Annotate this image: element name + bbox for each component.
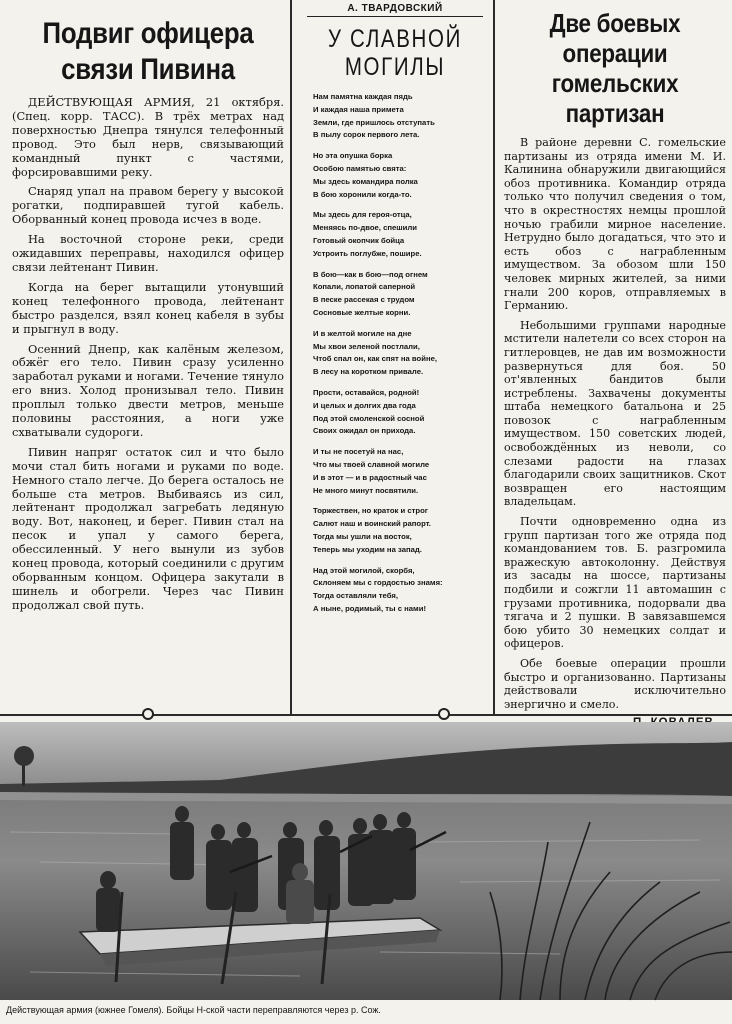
poem-line: И ты не посетуй на нас, xyxy=(313,447,404,457)
poem-stanza xyxy=(313,209,487,260)
poem-stanza xyxy=(313,91,487,142)
poem-line: Но эта опушка борка xyxy=(313,151,393,161)
left-article-paragraph: ДЕЙСТВУЮЩАЯ АРМИЯ, 21 октября. (Спец. корр. ТАСС). В трёх метрах над поверхностью Днепра тянулся телефонный провод. Это был нерв, связывающий командный пункт с частями, форсировавшими реку. xyxy=(12,95,284,179)
poem-line: Копали, лопатой саперной xyxy=(313,282,416,292)
poem-stanza xyxy=(313,387,487,438)
poem-line: Готовый окопчик бойца xyxy=(313,235,405,245)
left-article-paragraph: На восточной стороне реки, среди ожидавших переправы, находился офицер связи лейтенант Пивин. xyxy=(12,232,284,274)
poem-line: Своих ожидал он прихода. xyxy=(313,426,416,436)
poem xyxy=(293,0,493,718)
poem-line: Прости, оставайся, родной! xyxy=(313,387,420,397)
right-article-paragraph: Почти одновременно одна из групп партизан того же отряда под командованием тов. Б. разгромила вражескую автоколонну. Действуя из засады на шоссе, партизаны подбили и сожгли 11 автомашин с грузами противника, подорвали два тягача и 2 пушки. В завязавшемся бою убито 30 немецких солдат и офицеров. xyxy=(504,515,726,651)
poem-line: И целых и долгих два года xyxy=(313,400,416,410)
poem-stanza xyxy=(313,269,487,320)
poem-stanzas xyxy=(303,91,487,616)
poem-line: Нам памятна каждая пядь xyxy=(313,92,413,101)
poem-line: Особою памятью свята: xyxy=(313,163,407,173)
poem-line: Чтоб спал он, как спят на войне, xyxy=(313,354,438,364)
left-article-paragraph: Снаряд упал на правом берегу у высокой рогатки, подпиравшей тугой кабель. Оборванный конец провода исчез в воде. xyxy=(12,184,284,227)
column-divider xyxy=(493,0,495,714)
left-article-body xyxy=(12,96,284,613)
poem-line: Мы хвои зеленой постлали, xyxy=(313,341,420,351)
poem-title: У СЛАВНОЙ МОГИЛЫ xyxy=(328,25,462,81)
section-divider xyxy=(0,714,732,716)
right-article-paragraph: В районе деревни С. гомельские партизаны из отряда имени М. И. Калинина обнаружили двигающийся обоз противника. Командир отряда только что получил сведения о том, что в окрестностях немцы прошлой ночью грабили мирное население. Нетрудно было догадаться, что это и есть обоз с награбленным имуществом. За обозом шли 150 человек мирных жителей, за ними гнали 200 коров, отправляемых в Германию. xyxy=(504,136,726,313)
left-article-paragraph: Пивин напряг остаток сил и что было мочи стал бить ногами и руками по воде. Немного стало легче. До берега осталось не больше ста метров. Выбиваясь из сил, лейтенант продолжал загребать ледяную воду. Вот, наконец, и берег. Пивин стал на песок и упал у самого берега, обессиленный. У него вынули из зубов конец провода, который соединили с другим оборванным концом. Офицера закутали в шинель и обогрели. Через час Пивин продолжал свой путь. xyxy=(12,444,284,612)
poem-line: Мы здесь командира полка xyxy=(313,176,418,186)
poem-line: Над этой могилой, скорбя, xyxy=(313,565,415,575)
poem-line: Мы здесь для героя-отца, xyxy=(313,210,412,220)
divider-ornament xyxy=(438,708,450,720)
poem-stanza xyxy=(313,328,487,379)
poem-line: Не много минут посвятили. xyxy=(313,485,419,495)
left-article-paragraph: Осенний Днепр, как калёным железом, обжёг его тело. Пивин сразу усиленно заработал руками и ногами. Течение тянуло его вниз. Холод пронизывал тело. Пивин проплыл только двести метров, меньше половины расстояния, а ноги уже схватывали судороги. xyxy=(12,341,284,439)
left-article-headline: Подвиг офицера связи Пивина xyxy=(42,17,254,86)
river-crossing-photo xyxy=(0,722,732,1000)
photo-caption: Действующая армия (южнее Гомеля). Бойцы Н-ской части переправляются через р. Сож. xyxy=(6,1005,381,1015)
poem-line: Устроить поглубже, пошире. xyxy=(313,248,422,258)
right-article-paragraph: Небольшими группами народные мстители налетели со всех сторон на гитлеровцев, не дав им возможности развернуться для боя. 50 от'явленных бандитов были истреблены. Захвачены документы штаба немецкого батальона и 25 повозок с награбленным имуществом. 150 советских людей, освобождённых из неволи, со слезами радости на глазах благодарили своих защитников. Скот возвращен его настоящим владельцам. xyxy=(504,318,726,509)
poem-line: В бою хоронили когда-то. xyxy=(313,189,412,199)
poem-stanza xyxy=(313,150,487,201)
poem-line: И в этот — и в радостный час xyxy=(313,472,427,482)
poem-stanza xyxy=(313,565,487,616)
poem-line: Меняясь по-двое, спешили xyxy=(313,223,418,233)
poem-line: Салют наш и воинский рапорт. xyxy=(313,519,431,529)
poem-line: Склоняем мы с гордостью знамя: xyxy=(313,578,443,588)
right-article-headline: Две боевых операции гомельских партизан xyxy=(549,8,681,128)
poem-line: Что мы твоей славной могиле xyxy=(313,459,430,469)
poem-line: И в желтой могиле на дне xyxy=(313,328,412,338)
poem-line: А ныне, родимый, ты с нами! xyxy=(313,603,427,613)
left-article-paragraph: Когда на берег вытащили утонувший конец телефонного провода, лейтенант быстро разделся, взял конец кабеля в зубы и прыгнул в воду. xyxy=(12,279,284,336)
left-article xyxy=(0,0,290,718)
poem-line: Теперь мы уходим на запад. xyxy=(313,544,422,554)
poem-author: А. ТВАРДОВСКИЙ xyxy=(307,3,483,17)
poem-line: И каждая наша примета xyxy=(313,104,404,114)
poem-line: Под этой смоленской сосной xyxy=(313,413,425,423)
poem-line: Сосновые желтые корни. xyxy=(313,307,411,317)
poem-line: Торжествен, но краток и строг xyxy=(313,506,429,516)
poem-line: Земли, где пришлось отступать xyxy=(313,117,435,127)
poem-stanza xyxy=(313,446,487,497)
poem-line: В песке рассекая с трудом xyxy=(313,295,415,305)
column-divider xyxy=(290,0,292,714)
poem-stanza xyxy=(313,505,487,556)
poem-line: В пылу сорок первого лета. xyxy=(313,130,420,140)
poem-line: Тогда мы ушли на восток, xyxy=(313,531,412,541)
poem-line: В лесу на коротком привале. xyxy=(313,367,424,377)
right-article xyxy=(496,0,732,718)
poem-line: Тогда оставляли тебя, xyxy=(313,591,398,601)
poem-line: В бою—как в бою—под огнем xyxy=(313,269,428,279)
divider-ornament xyxy=(142,708,154,720)
right-article-paragraph: Обе боевые операции прошли быстро и организованно. Партизаны действовали исключительно энергично и смело. xyxy=(504,656,726,711)
right-article-body xyxy=(504,136,726,711)
